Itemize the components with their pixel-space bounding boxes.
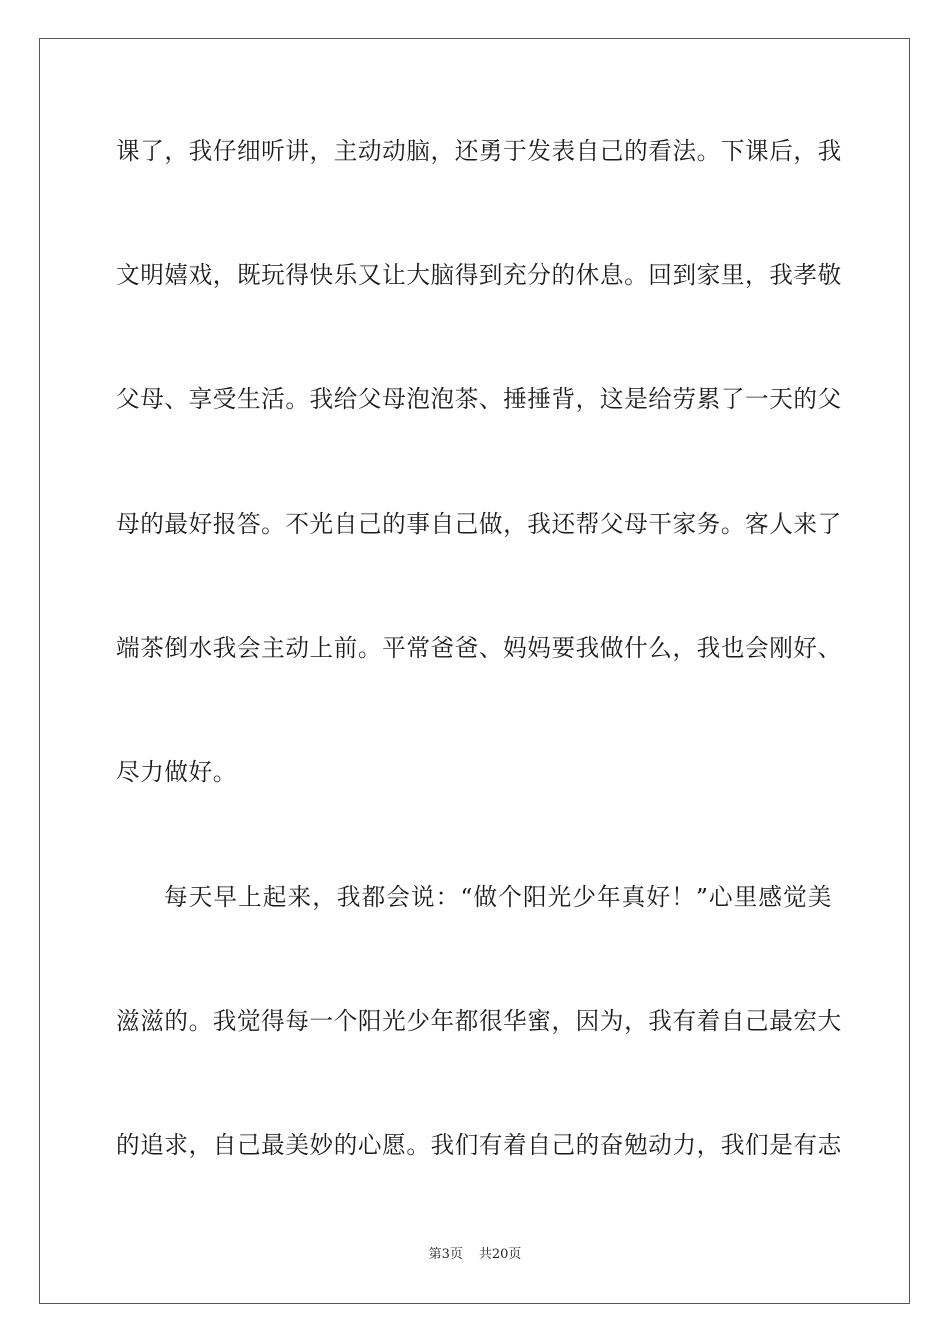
- paragraph-first-line: 每天早上起来，我都会说：“做个阳光少年真好！”心里感觉美: [164, 883, 832, 911]
- page-frame: [39, 38, 910, 1304]
- body-text-line: 滋滋的。我觉得每一个阳光少年都很华蜜，因为，我有着自己最宏大: [116, 1007, 842, 1035]
- body-text-line: 父母、享受生活。我给父母泡泡茶、捶捶背，这是给劳累了一天的父: [116, 385, 842, 413]
- page-number: 第3页: [428, 1247, 463, 1262]
- body-text-line: 文明嬉戏，既玩得快乐又让大脑得到充分的休息。回到家里，我孝敬: [116, 261, 842, 289]
- body-text-line: 的追求，自己最美妙的心愿。我们有着自己的奋勉动力，我们是有志: [116, 1131, 842, 1159]
- body-text-line: 课了，我仔细听讲，主动动脑，还勇于发表自己的看法。下课后，我: [116, 137, 842, 165]
- body-text-line: 端茶倒水我会主动上前。平常爸爸、妈妈要我做什么，我也会刚好、: [116, 634, 842, 662]
- page-footer: [0, 1246, 950, 1264]
- body-text-line: 母的最好报答。不光自己的事自己做，我还帮父母干家务。客人来了: [116, 510, 842, 538]
- page-total: 共20页: [478, 1247, 522, 1262]
- body-text-line: 尽力做好。: [116, 758, 237, 786]
